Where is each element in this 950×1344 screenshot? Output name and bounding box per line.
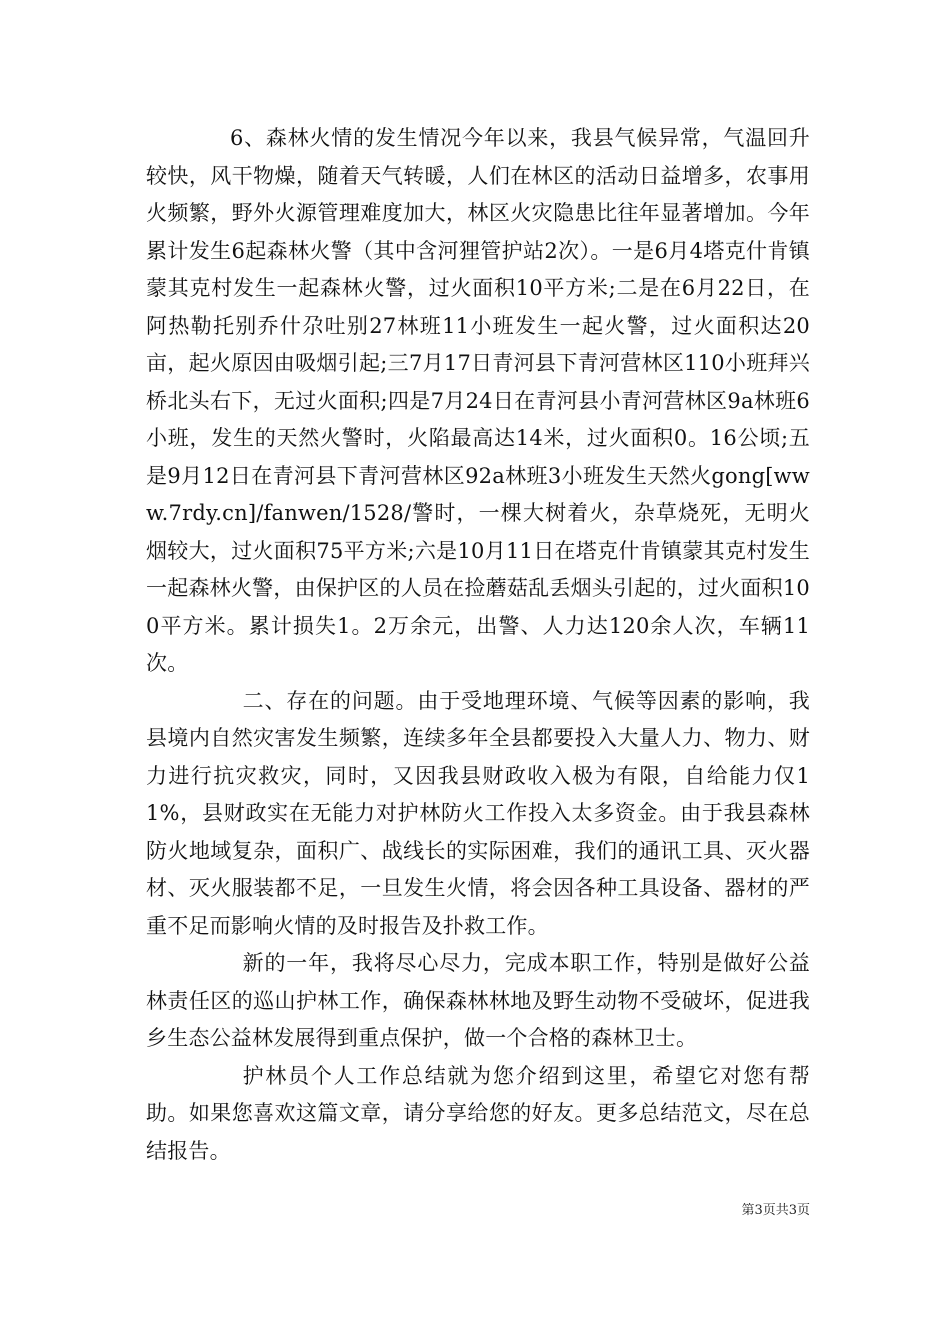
paragraph-closing-note: 护林员个人工作总结就为您介绍到这里，希望它对您有帮助。如果您喜欢这篇文章，请分享给您的好友。更多总结范文，尽在总结报告。 bbox=[146, 1063, 810, 1163]
document-body bbox=[146, 120, 810, 1170]
paragraph-existing-problems: 二、存在的问题。由于受地理环境、气候等因素的影响，我县境内自然灾害发生频繁，连续多年全县都要投入大量人力、物力、财力进行抗灾救灾，同时，又因我县财政收入极为有限，自给能力仅11%，县财政实在无能力对护林防火工作投入太多资金。由于我县森林防火地域复杂，面积广、战线长的实际困难，我们的通讯工具、灭火器材、灭火服装都不足，一旦发生火情，将会因各种工具设备、器材的严重不足而影响火情的及时报告及扑救工作。 bbox=[146, 688, 810, 938]
paragraph-forest-fire-situation: 6、森林火情的发生情况今年以来，我县气候异常，气温回升较快，风干物燥，随着天气转暖，人们在林区的活动日益增多，农事用火频繁，野外火源管理难度加大，林区火灾隐患比往年显著增加。今年累计发生6起森林火警（其中含河狸管护站2次）。一是6月4塔克什肯镇蒙其克村发生一起森林火警，过火面积10平方米;二是在6月22日，在阿热勒托别乔什尕吐别27林班11小班发生一起火警，过火面积达20亩，起火原因由吸烟引起;三7月17日青河县下青河营林区110小班拜兴桥北头右下，无过火面积;四是7月24日在青河县小青河营林区9a林班6小班，发生的天然火警时，火陷最高达14米，过火面积0。16公顷;五是9月12日在青河县下青河营林区92a林班3小班发生天然火gong[www.7rdy.cn]/fanwen/1528/警时，一棵大树着火，杂草烧死，无明火烟较大，过火面积75平方米;六是10月11日在塔克什肯镇蒙其克村发生一起森林火警，由保护区的人员在捡蘑菇乱丢烟头引起的，过火面积100平方米。累计损失1。2万余元，出警、人力达120余人次，车辆11次。 bbox=[146, 126, 810, 675]
paragraph-new-year-plan: 新的一年，我将尽心尽力，完成本职工作，特别是做好公益林责任区的巡山护林工作，确保森林林地及野生动物不受破坏，促进我乡生态公益林发展得到重点保护，做一个合格的森林卫士。 bbox=[146, 951, 810, 1050]
page-number-footer: 第3页共3页 bbox=[741, 1203, 810, 1218]
